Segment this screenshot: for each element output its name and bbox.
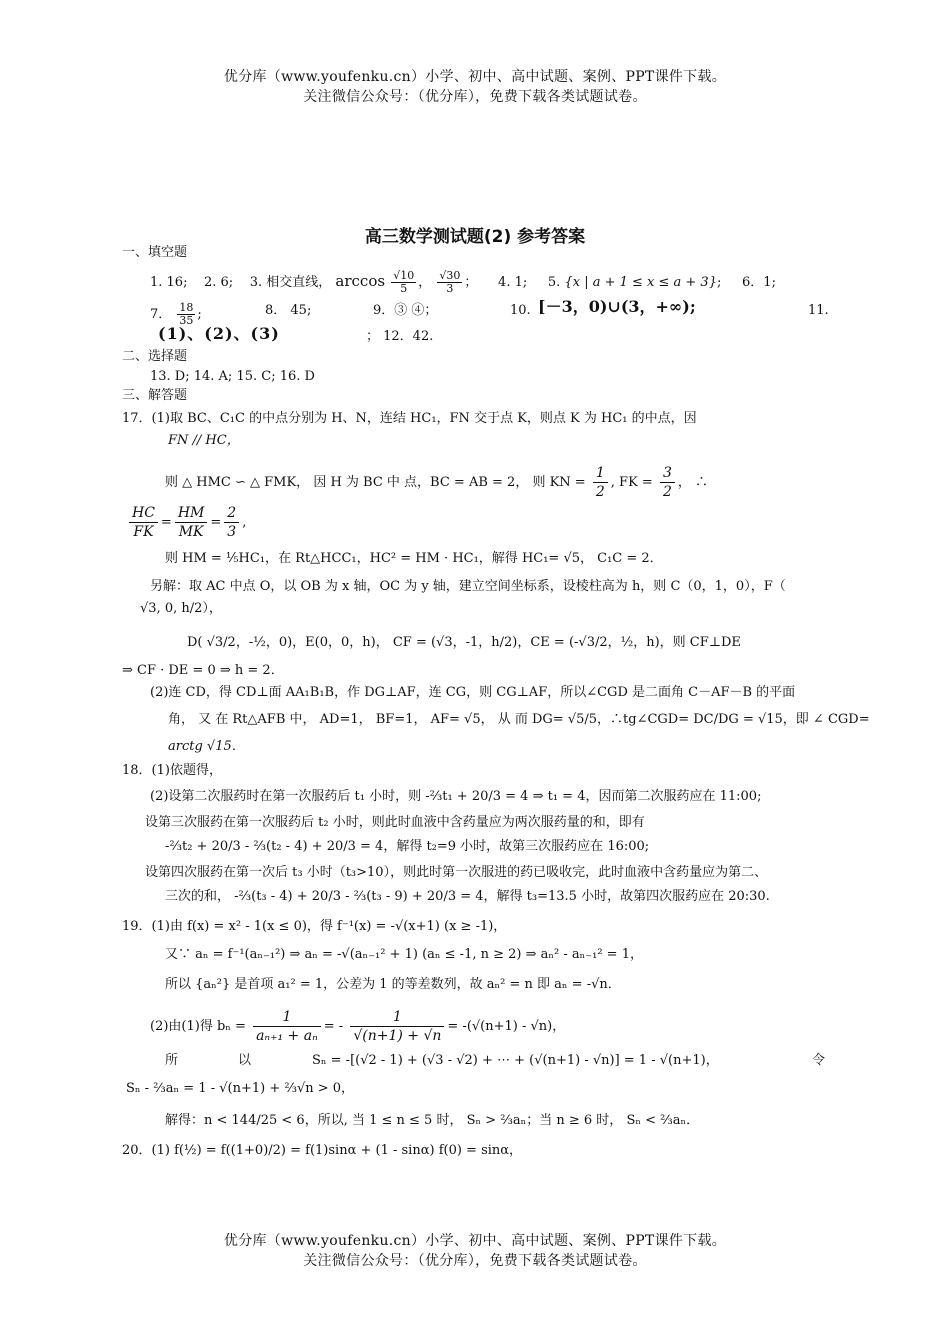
q17-line-12: arctg √15． (168, 739, 245, 754)
fill-a6: 6．1; (742, 275, 776, 290)
page-title: 高三数学测试题(2) 参考答案 (364, 227, 586, 247)
q17-eq-1: = (160, 515, 172, 530)
q19-line-4a: (2)由(1)得 bₙ = (150, 1019, 246, 1034)
fill-a10-label: 10. (510, 303, 531, 318)
q19-line-4b: = - (323, 1019, 344, 1034)
fill-a1: 1. 16; (150, 275, 188, 290)
fill-answers-row-1: 1. 16; 2. 6; 3. 相交直线， arccos $\frac{√10}{5}$ ， $\frac{√30}{3}$ ； 4. 1; 5. {x | a + 1 ≤ x ≤ a + 3}; 6．1; (150, 269, 776, 295)
fill-a8: 8． 45; (265, 303, 312, 318)
q17-line-3b: , FK = (610, 475, 653, 490)
fill-a3-frac2: $\frac{√30}{3}$ (439, 269, 461, 295)
q18-line-1: 18．(1)依题得， (122, 763, 222, 778)
fill-a11-label: 11. (808, 303, 829, 318)
q19-frac-bn: $\frac{1}{\text{aₙ₊₁ + aₙ}}$ (253, 1008, 321, 1045)
q18-line-3: 设第三次服药在第一次服药后 t₂ 小时，则此时血液中含药量应为两次服药量的和，即有 (145, 815, 645, 830)
q17-line-9: ⇒ CF · DE = 0 ⇒ h = 2． (122, 663, 284, 678)
q17-frac-kn: $\frac{1}{2}$ (593, 464, 608, 501)
fill-a4: 4. 1; (498, 275, 528, 290)
q17-line-3a: 则 △ HMC ∽ △ FMK， 因 H 为 BC 中 点，BC = AB = 2， 则 KN = (165, 475, 586, 490)
q17-line-8: D( √3/2，-½，0)，E(0，0，h)， CF = (√3，-1，h/2)，CE = (-√3/2，½，h)，则 CF⊥DE (187, 635, 741, 650)
section-choice: 二、选择题 (122, 349, 188, 364)
q19-line-4c: = -(√(n+1) - √n)， (447, 1019, 566, 1034)
q20-line-1: 20．(1) f(½) = f((1+0)/2) = f(1)sinα + (1 - sinα) f(0) = sinα， (122, 1143, 523, 1158)
q17-line-3 (165, 464, 708, 501)
q17-line-6: 另解：取 AC 中点 O，以 OB 为 x 轴，OC 为 y 轴，建立空间坐标系，设棱柱高为 h，则 C（0，1，0），F（ (150, 579, 786, 594)
q19-line-2: 又∵ aₙ = f⁻¹(aₙ₋₁²) ⇒ aₙ = -√(aₙ₋₁² + 1) (aₙ ≤ -1, n ≥ 2) ⇒ aₙ² - aₙ₋₁² = 1， (165, 947, 643, 962)
fill-a3: 3. 相交直线， (249, 275, 332, 290)
choice-answers: 13. D; 14. A; 15. C; 16. D (150, 369, 315, 384)
q17-eq-2: = (210, 515, 222, 530)
q17-line-7: √3, 0, h/2）， (140, 601, 222, 616)
q18-line-6: 三次的和， -⅔(t₃ - 4) + 20/3 - ⅔(t₃ - 9) + 20/3 = 4，解得 t₃=13.5 小时，故第四次服药应在 20:30. (165, 889, 770, 904)
fill-a3-frac1: $\frac{√10}{5}$ (393, 269, 415, 295)
q19-ling: 令 (812, 1053, 826, 1068)
fill-a10-value: [－3，0)∪(3，+∞); (538, 297, 696, 316)
q18-line-2: (2)设第二次服药时在第一次服药后 t₁ 小时，则 -⅔t₁ + 20/3 = 4 ⇒ t₁ = 4，因而第二次服药应在 11:00; (150, 789, 762, 804)
q17-line-3c: ， ∴ (677, 475, 709, 490)
q18-line-5: 设第四次服药在第一次后 t₃ 小时（t₃>10），则此时第一次服进的药已吸收完，此时血液中含药量应为第二、 (145, 865, 768, 880)
fill-a7-frac: $\frac{18}{35}$ (179, 301, 194, 327)
fill-a3-arccos: arccos (335, 272, 386, 290)
q19-frac-sqrt: $\frac{1}{√(n+1) + √n}$ (350, 1008, 444, 1045)
fill-a11-value: (1)、(2)、(3) (158, 324, 280, 343)
q17-line-10: (2)连 CD，得 CD⊥面 AA₁B₁B，作 DG⊥AF，连 CG，则 CG⊥AF，所以∠CGD 是二面角 C－AF－B 的平面 (150, 685, 796, 700)
fill-a9: 9．③ ④； (373, 303, 438, 318)
fill-a2: 2. 6; (204, 275, 234, 290)
q19-so-2: 以 (238, 1053, 252, 1068)
q17-frac-hmmk: $\frac{HM}{MK}$ (175, 504, 208, 541)
fill-a5-set: {x | a + 1 ≤ x ≤ a + 3} (564, 275, 717, 290)
q17-frac-hcfk: $\frac{HC}{FK}$ (129, 504, 158, 541)
fill-a12: ； 12．42. (366, 329, 434, 344)
q19-line-7: 解得：n < 144/25 < 6，所以, 当 1 ≤ n ≤ 5 时， Sₙ > ⅔aₙ；当 n ≥ 6 时， Sₙ < ⅔aₙ． (165, 1113, 700, 1128)
q17-line-4: $\frac{HC}{FK}$ = $\frac{HM}{MK}$ = $\frac{2}{3}$ , (126, 504, 246, 541)
q18-line-4: -⅔t₂ + 20/3 - ⅔(t₂ - 4) + 20/3 = 4，解得 t₂=9 小时，故第三次服药应在 16:00; (165, 839, 650, 854)
q19-line-4 (150, 1008, 565, 1045)
q17-line-5: 则 HM = ⅕HC₁，在 Rt△HCC₁，HC² = HM · HC₁，解得 HC₁= √5， C₁C = 2． (165, 551, 663, 566)
footer-line-1: 优分库（www.youfenku.cn）小学、初中、高中试题、案例、PPT课件下载。 (223, 1233, 727, 1249)
q19-line-3: 所以 {aₙ²} 是首项 a₁² = 1，公差为 1 的等差数列，故 aₙ² = n 即 aₙ = -√n． (165, 977, 621, 992)
header-line-1: 优分库（www.youfenku.cn）小学、初中、高中试题、案例、PPT课件下载。 (223, 69, 727, 85)
q17-frac-23: $\frac{2}{3}$ (224, 504, 239, 541)
q19-so-1: 所 (165, 1053, 179, 1068)
fill-answers-row-2: 7． $\frac{18}{35}$ ; (150, 301, 202, 327)
q19-line-6: Sₙ - ⅔aₙ = 1 - √(n+1) + ⅔√n > 0， (126, 1081, 355, 1096)
q17-frac-fk: $\frac{3}{2}$ (660, 464, 675, 501)
section-fill: 一、填空题 (122, 245, 188, 260)
q17-line-11: 角， 又 在 Rt△AFB 中， AD=1， BF=1， AF= √5， 从 而 DG= √5/5，∴tg∠CGD= DC/DG = √15，即 ∠ CGD= (168, 712, 870, 727)
fill-a5-label: 5. (547, 275, 561, 290)
section-solve: 三、解答题 (122, 388, 188, 403)
q17-line-1: 17．(1)取 BC、C₁C 的中点分别为 H、N，连结 HC₁，FN 交于点 K，则点 K 为 HC₁ 的中点，因 (122, 411, 697, 426)
header-line-2: 关注微信公众号：（优分库），免费下载各类试题试卷。 (303, 89, 647, 105)
q19-line-1: 19．(1)由 f(x) = x² - 1(x ≤ 0)，得 f⁻¹(x) = -√(x+1) (x ≥ -1)， (122, 919, 507, 934)
footer-line-2: 关注微信公众号：（优分库），免费下载各类试题试卷。 (303, 1253, 647, 1269)
q17-line-2: FN // HC， (168, 433, 240, 448)
fill-a7-label: 7． (150, 307, 172, 322)
q19-line-5: Sₙ = -[(√2 - 1) + (√3 - √2) + ⋯ + (√(n+1) - √n)] = 1 - √(n+1)， (312, 1053, 719, 1068)
